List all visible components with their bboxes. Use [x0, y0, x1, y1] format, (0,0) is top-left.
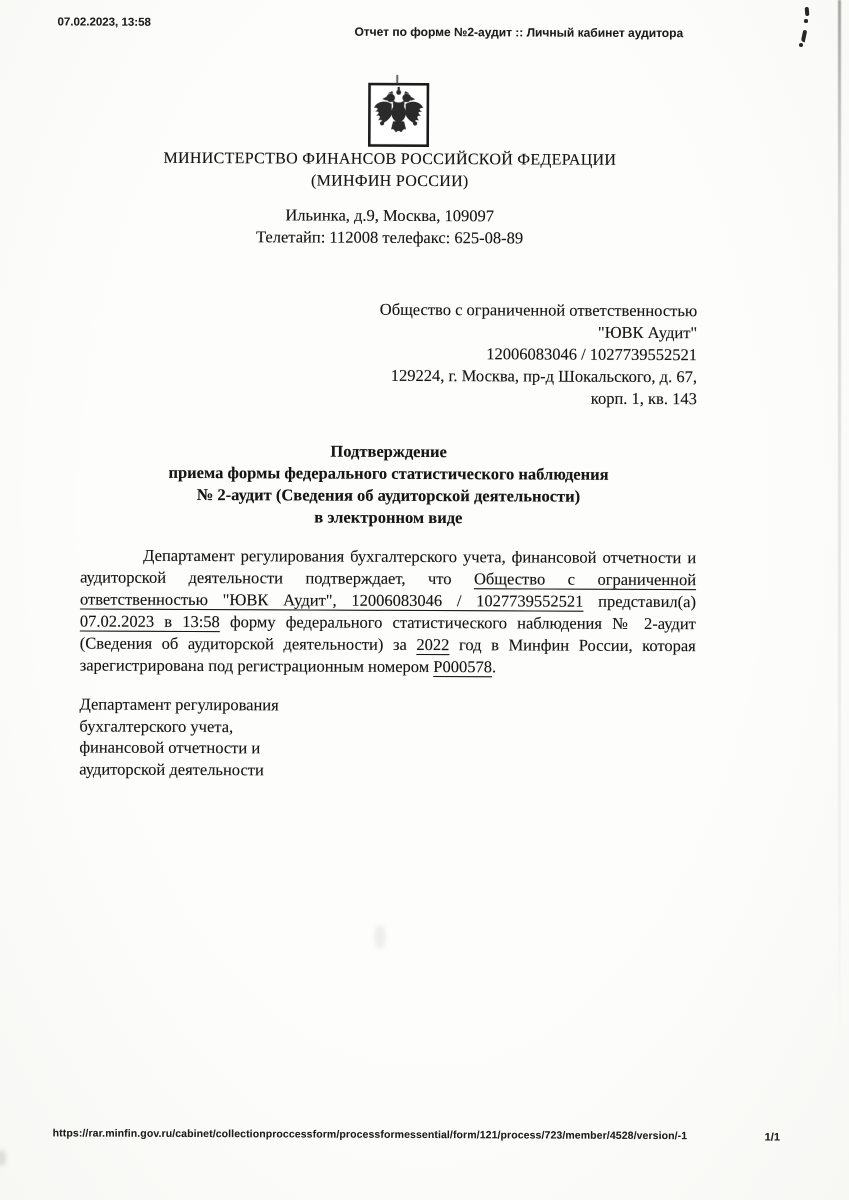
ministry-letterhead — [82, 148, 698, 195]
signature-line: аудиторской деятельности — [79, 758, 264, 779]
body-line: зарегистрирована под регистрационным номером Р000578. — [79, 655, 497, 677]
ministry-address — [82, 204, 698, 251]
body-line: Департамент регулирования бухгалтерского учета, финансовой отчетности и — [143, 545, 697, 568]
body-line: 07.02.2023 в 13:58 форму федерального статистического наблюдения № 2-аудит — [79, 611, 696, 634]
scan-edge-shadow — [838, 0, 841, 1050]
body-line: (Сведения об аудиторской деятельности) за 2022 год в Минфин России, которая — [79, 633, 696, 656]
body-paragraph — [80, 544, 697, 679]
underlined-company-name: Общество с ограниченной — [473, 569, 697, 590]
recipient-line: корп. 1, кв. 143 — [590, 388, 697, 409]
scan-artifact-tick — [396, 75, 398, 84]
title-line: Подтверждение — [330, 441, 447, 462]
scan-artifact-mark — [804, 19, 808, 23]
signature-line: Департамент регулирования — [79, 694, 279, 715]
address-street: Ильинка, д.9, Москва, 109097 — [285, 205, 495, 226]
address-teletype: Телетайп: 112008 телефакс: 625-08-89 — [255, 227, 524, 248]
title-line: № 2-аудит (Сведения об аудиторской деятельности) — [196, 485, 581, 506]
scan-artifact-mark — [805, 7, 809, 16]
scan-artifact-smudge — [374, 925, 386, 949]
print-header-title: Отчет по форме №2-аудит :: Личный кабинет аудитора — [354, 24, 684, 41]
underlined-report-year: 2022 — [416, 634, 450, 655]
signature-line: финансовой отчетности и — [79, 737, 261, 758]
signature-line: бухгалтерского учета, — [79, 715, 234, 736]
signature-block — [79, 693, 279, 780]
recipient-line: Общество с ограниченной ответственностью — [379, 299, 698, 321]
ministry-short-name: (МИНФИН РОССИИ) — [311, 172, 469, 191]
document-title — [80, 439, 696, 530]
title-line: в электронном виде — [314, 507, 463, 528]
recipient-line: "ЮВК Аудит" — [597, 322, 698, 343]
print-footer-url: https://rar.minfin.gov.ru/cabinet/collectionproccessform/processformessential/form/121/process/723/member/4528/version/-1 — [52, 1127, 688, 1143]
recipient-block — [281, 298, 697, 410]
recipient-line: 129224, г. Москва, пр-д Шокальского, д. 67, — [390, 365, 698, 387]
print-footer-page-number: 1/1 — [764, 1131, 780, 1144]
recipient-line: 12006083046 / 1027739552521 — [486, 344, 698, 365]
body-line: аудиторской деятельности подтверждает, что Общество с ограниченной — [80, 567, 697, 590]
coat-of-arms-icon — [368, 83, 429, 147]
scan-artifact-mark — [799, 43, 803, 47]
print-header-datetime: 07.02.2023, 13:58 — [57, 16, 151, 29]
title-line: приема формы федерального статистического наблюдения — [168, 462, 609, 484]
underlined-company-ids: ответственностью "ЮВК Аудит", 12006083046 / 1027739552521 — [79, 589, 584, 611]
body-line: ответственностью "ЮВК Аудит", 12006083046 / 1027739552521 представил(а) — [79, 589, 697, 612]
underlined-registration-number: Р000578 — [433, 657, 493, 677]
ministry-name: МИНИСТЕРСТВО ФИНАНСОВ РОССИЙСКОЙ ФЕДЕРАЦИИ — [163, 149, 617, 169]
underlined-submission-datetime: 07.02.2023 в 13:58 — [79, 611, 220, 632]
